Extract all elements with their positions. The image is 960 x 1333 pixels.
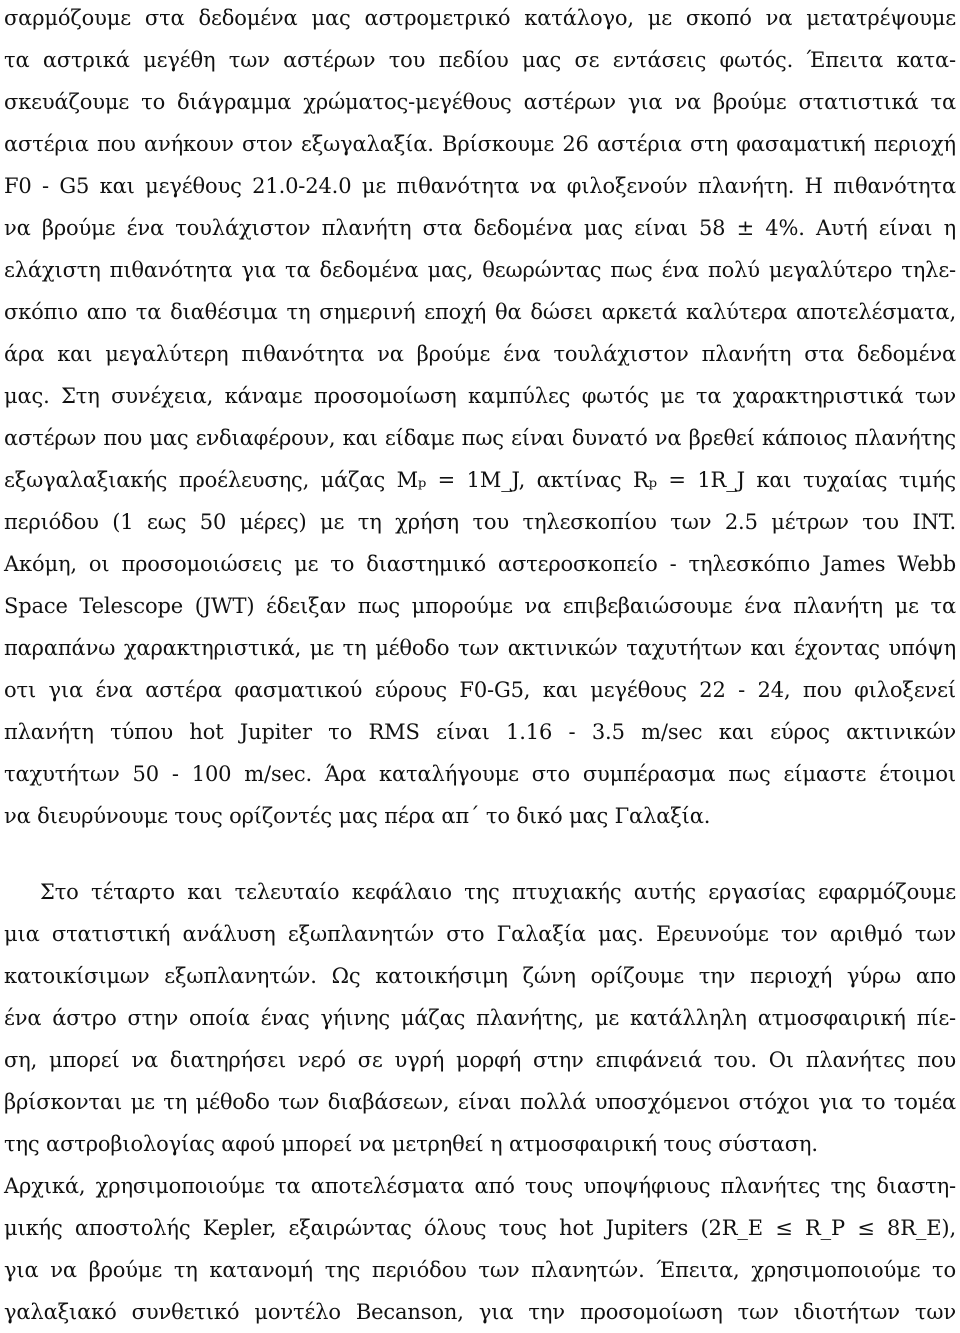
text-line: μια στατιστική ανάλυση εξωπλανητών στο Γαλαξία μας. Ερευνούμε τον αριθμό των	[4, 922, 956, 946]
text-line: ση, μπορεί να διατηρήσει νερό σε υγρή μορφή στην επιφάνειά του. Οι πλανήτες που	[4, 1048, 956, 1072]
text-line: αστέρων που μας ενδιαφέρουν, και είδαμε πως είναι δυνατό να βρεθεί κάποιος πλανήτης	[4, 426, 956, 450]
text-line: σκόπιο απο τα διαθέσιμα τη σημερινή εποχή θα δώσει αρκετά καλύτερα αποτελέσματα,	[4, 300, 956, 324]
text-line: άρα και μεγαλύτερη πιθανότητα να βρούμε ένα τουλάχιστον πλανήτη στα δεδομένα	[4, 342, 956, 366]
text-line: εξωγαλαξιακής προέλευσης, μάζας Mₚ = 1M_J, ακτίνας Rₚ = 1R_J και τυχαίας τιμής	[4, 468, 956, 492]
text-line: να διευρύνουμε τους ορίζοντές μας πέρα απ΄ το δικό μας Γαλαξία.	[4, 804, 711, 828]
text-line: F0 - G5 και μεγέθους 21.0-24.0 με πιθανότητα να φιλοξενούν πλανήτη. Η πιθανότητα	[4, 174, 956, 198]
text-line: Στο τέταρτο και τελευταίο κεφάλαιο της πτυχιακής αυτής εργασίας εφαρμόζουμε	[40, 880, 956, 904]
text-line: παραπάνω χαρακτηριστικά, με τη μέθοδο των ακτινικών ταχυτήτων και έχοντας υπόψη	[4, 636, 956, 660]
text-line: Space Telescope (JWT) έδειξαν πως μπορούμε να επιβεβαιώσουμε ένα πλανήτη με τα	[4, 594, 956, 618]
text-line: Αρχικά, χρησιμοποιούμε τα αποτελέσματα από τους υποψήφιους πλανήτες της διαστη-	[4, 1174, 956, 1198]
text-line: μας. Στη συνέχεια, κάναμε προσομοίωση καμπύλες φωτός με τα χαρακτηριστικά των	[4, 384, 956, 408]
text-line: περιόδου (1 εως 50 μέρες) με τη χρήση του τηλεσκοπίου των 2.5 μέτρων του INT.	[4, 510, 956, 534]
text-line: μικής αποστολής Kepler, εξαιρώντας όλους τους hot Jupiters (2R_E ≤ R_P ≤ 8R_E),	[4, 1216, 956, 1240]
text-line: ένα άστρο στην οποία ένας γήινης μάζας πλανήτης, με κατάλληλη ατμοσφαιρική πίε-	[4, 1006, 956, 1030]
text-line: Ακόμη, οι προσομοιώσεις με το διαστημικό αστεροσκοπείο - τηλεσκόπιο James Webb	[4, 552, 956, 576]
text-line: τα αστρικά μεγέθη των αστέρων του πεδίου μας σε εντάσεις φωτός. Έπειτα κατα-	[4, 48, 956, 72]
text-line: κατοικίσιμων εξωπλανητών. Ως κατοικήσιμη ζώνη ορίζουμε την περιοχή γύρω απο	[4, 964, 956, 988]
text-line: για να βρούμε τη κατανομή της περιόδου των πλανητών. Έπειτα, χρησιμοποιούμε το	[4, 1258, 956, 1282]
text-line: ελάχιστη πιθανότητα για τα δεδομένα μας, θεωρώντας πως ένα πολύ μεγαλύτερο τηλε-	[4, 258, 956, 282]
text-line: πλανήτη τύπου hot Jupiter το RMS είναι 1.16 - 3.5 m/sec και εύρος ακτινικών	[4, 720, 956, 744]
text-line: σαρμόζουμε στα δεδομένα μας αστρομετρικό κατάλογο, με σκοπό να μετατρέψουμε	[4, 6, 956, 30]
text-line: γαλαξιακό συνθετικό μοντέλο Becanson, για την προσομοίωση των ιδιοτήτων των	[4, 1300, 956, 1324]
text-line: σκευάζουμε το διάγραμμα χρώματος-μεγέθους αστέρων για να βρούμε στατιστικά τα	[4, 90, 956, 114]
text-line: ταχυτήτων 50 - 100 m/sec. Άρα καταλήγουμε στο συμπέρασμα πως είμαστε έτοιμοι	[4, 762, 956, 786]
text-line: αστέρια που ανήκουν στον εξωγαλαξία. Βρίσκουμε 26 αστέρια στη φασαματική περιοχή	[4, 132, 956, 156]
text-line: βρίσκονται με τη μέθοδο των διαβάσεων, είναι πολλά υποσχόμενοι στόχοι για το τομέα	[4, 1090, 956, 1114]
text-line: οτι για ένα αστέρα φασματικού εύρους F0-G5, και μεγέθους 22 - 24, που φιλοξενεί	[4, 678, 956, 702]
text-line: της αστροβιολογίας αφού μπορεί να μετρηθεί η ατμοσφαιρική τους σύσταση.	[4, 1132, 818, 1156]
text-line: να βρούμε ένα τουλάχιστον πλανήτη στα δεδομένα μας είναι 58 ± 4%. Αυτή είναι η	[4, 216, 956, 240]
